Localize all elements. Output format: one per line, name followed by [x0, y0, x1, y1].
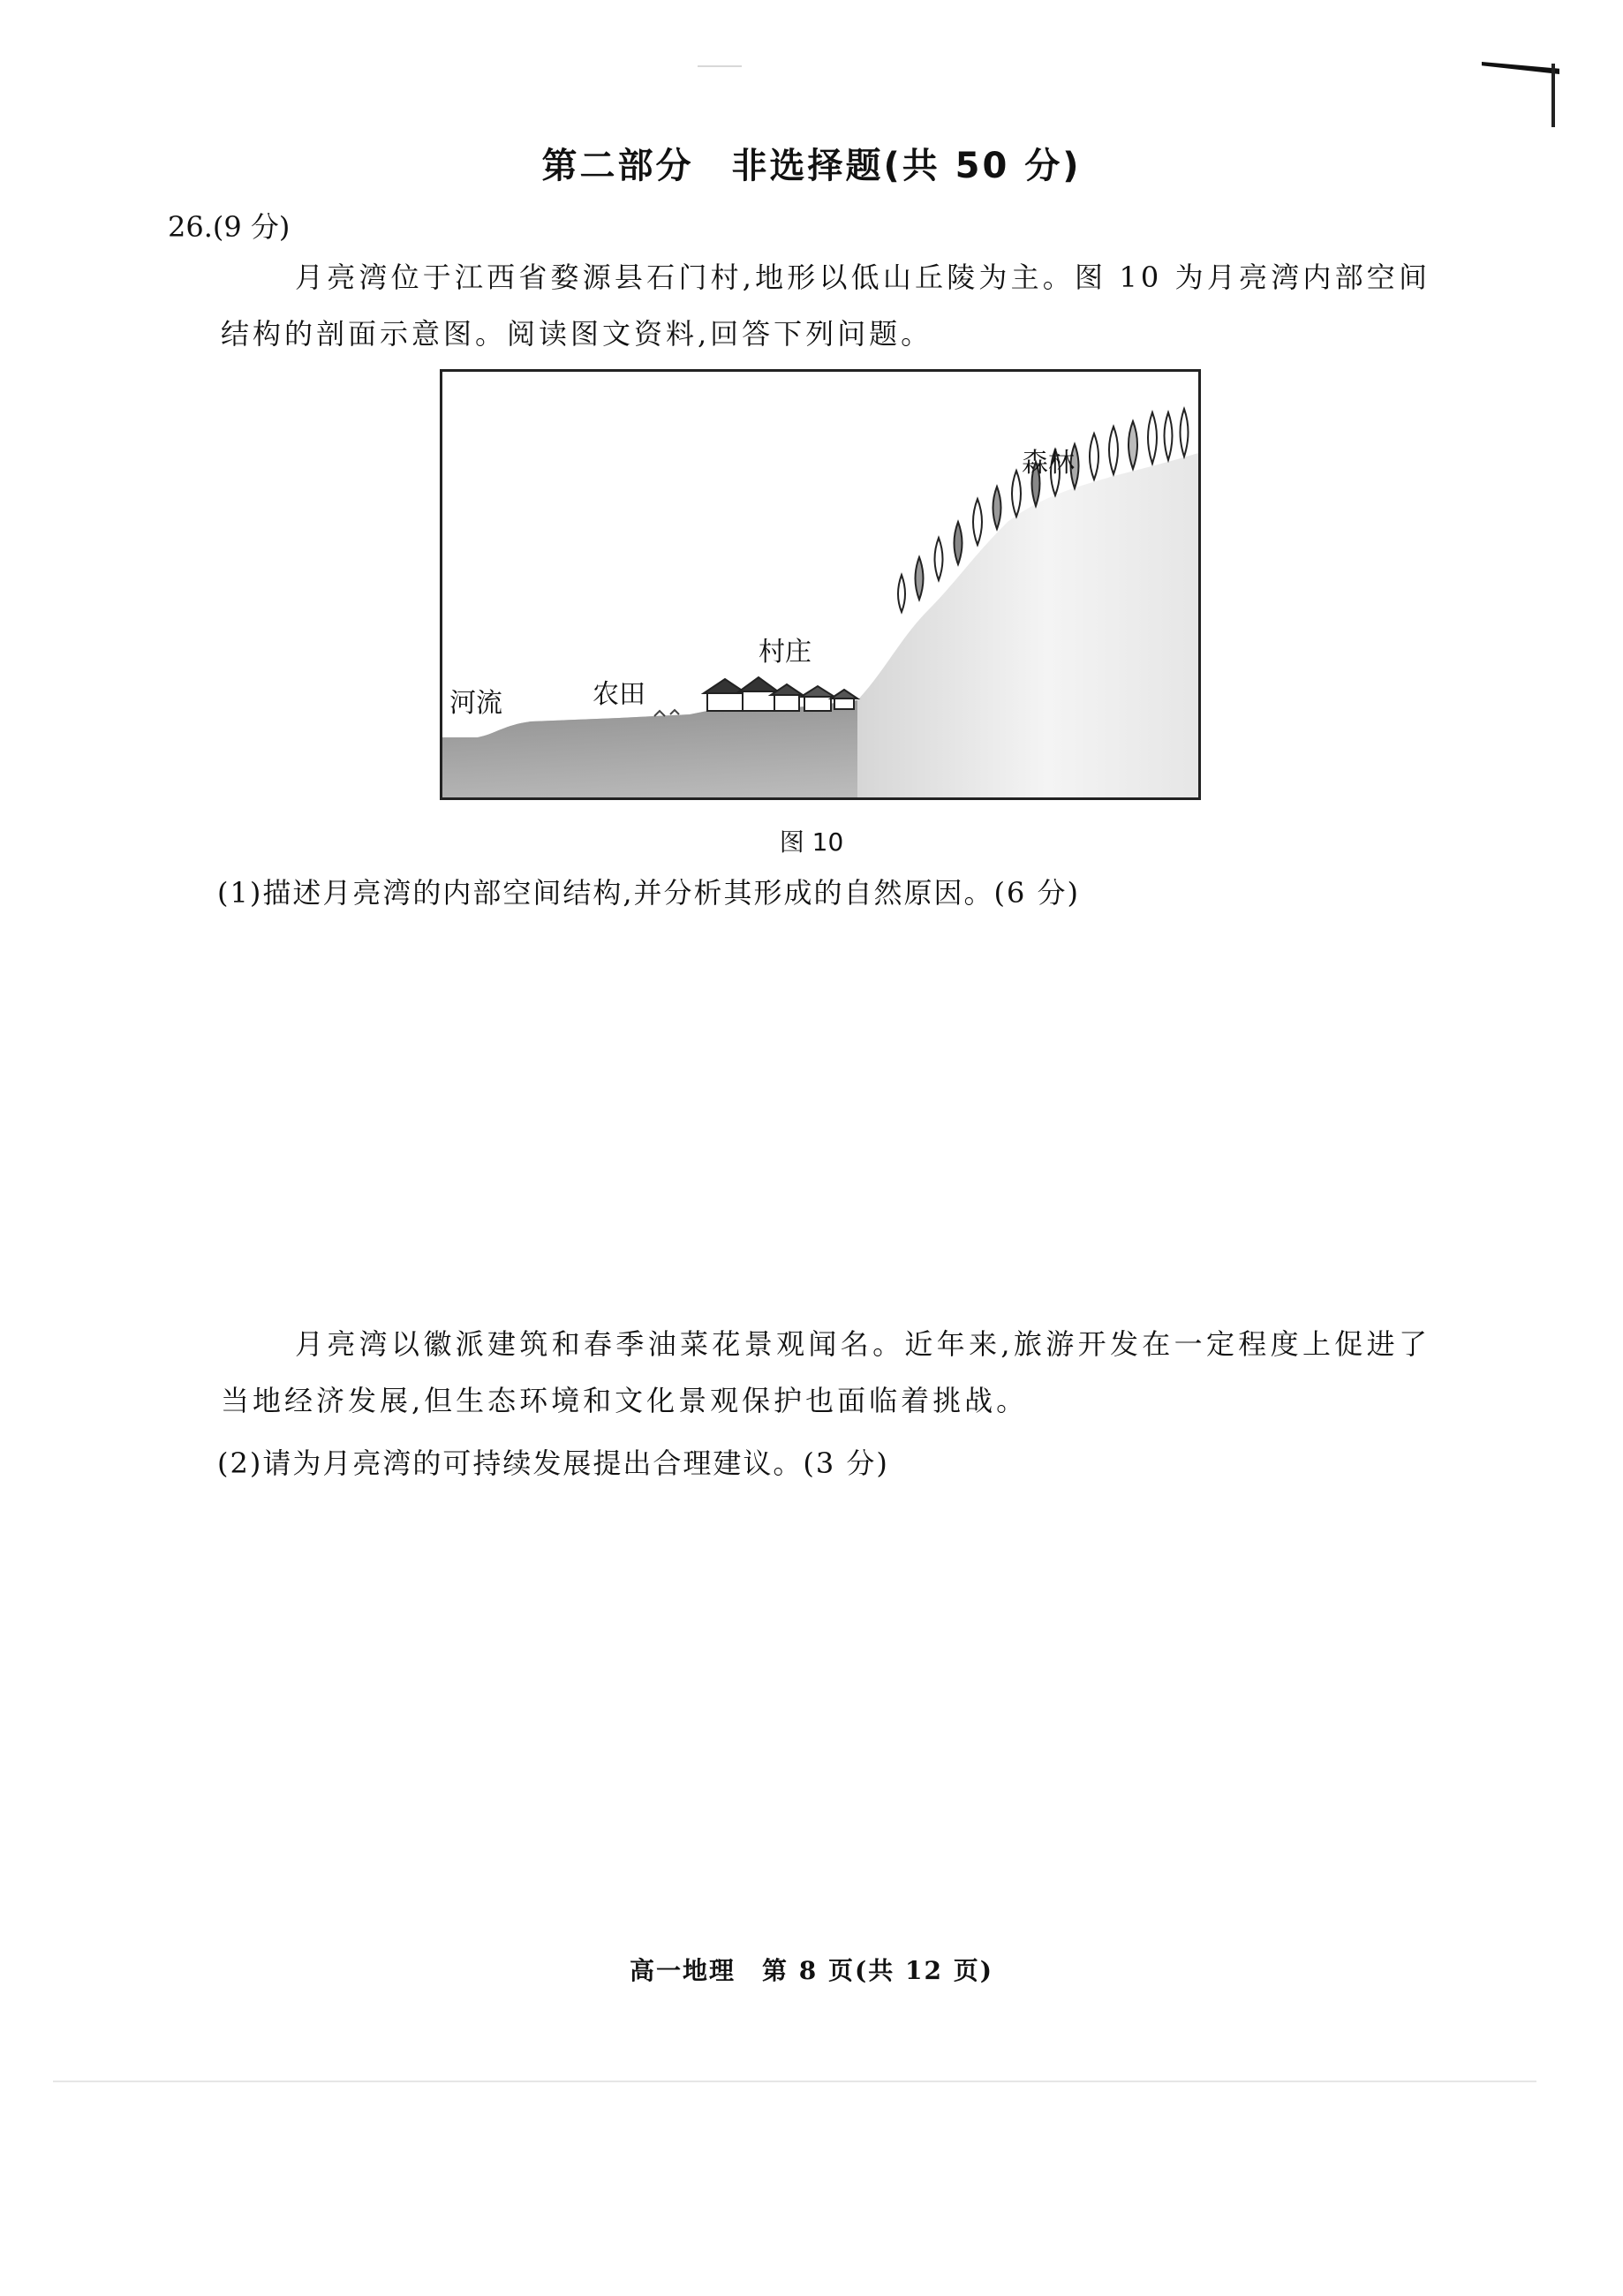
village-houses	[704, 677, 857, 711]
figure-caption: 图 10	[779, 827, 844, 857]
scan-edge-line	[53, 2081, 1536, 2082]
question-number: 26.(9 分)	[168, 210, 291, 244]
page-footer: 高一地理 第 8 页(共 12 页)	[630, 1956, 993, 1985]
question-intro: 月亮湾位于江西省婺源县石门村,地形以低山丘陵为主。图 10 为月亮湾内部空间结构的剖面示意图。阅读图文资料,回答下列问题。	[221, 261, 1431, 351]
corner-registration-line	[1551, 64, 1555, 127]
corner-registration-mark	[1482, 62, 1559, 74]
label-forest: 森林	[1022, 448, 1075, 479]
lowland-ground	[442, 700, 857, 797]
label-farmland: 农田	[593, 679, 645, 710]
label-river: 河流	[449, 688, 502, 719]
cross-section-diagram	[442, 372, 1198, 797]
label-village: 村庄	[759, 637, 812, 668]
sub-question-1: (1)描述月亮湾的内部空间结构,并分析其形成的自然原因。(6 分)	[217, 876, 1081, 910]
scan-artifact-line	[698, 65, 742, 67]
section-title: 第二部分 非选择题(共 50 分)	[541, 146, 1082, 186]
sub-question-2: (2)请为月亮湾的可持续发展提出合理建议。(3 分)	[217, 1446, 889, 1480]
cross-section-figure	[440, 369, 1201, 800]
sub-question-2-context: 月亮湾以徽派建筑和春季油菜花景观闻名。近年来,旅游开发在一定程度上促进了当地经济发展,但生态环境和文化景观保护也面临着挑战。	[221, 1327, 1431, 1417]
